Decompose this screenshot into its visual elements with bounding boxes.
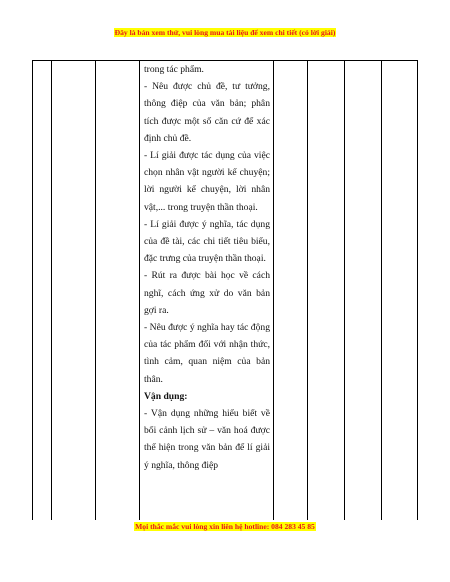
requirement-text: - Rút ra được bài học về cách nghĩ, cách ứng xử do văn bản gợi ra. xyxy=(144,270,270,316)
table-column-divider xyxy=(381,60,382,520)
requirement-text: - Lí giải được ý nghĩa, tác dụng của đề tài, các chi tiết tiêu biểu, đặc trưng của truyện thần thoại. xyxy=(144,218,270,265)
table-column-divider xyxy=(51,60,52,520)
requirement-text: trong tác phẩm. xyxy=(144,64,204,75)
requirement-text: - Nêu được ý nghĩa hay tác động của tác phẩm đối với nhận thức, tình cảm, quan niệm của bản thân. xyxy=(144,322,270,385)
table-column-divider xyxy=(95,60,96,520)
requirement-text: - Nêu được chủ đề, tư tưởng, thông điệp của văn bản; phân tích được một số căn cứ để xác định chủ đề. xyxy=(144,81,270,144)
requirements-cell xyxy=(144,61,270,474)
requirement-text: - Lí giải được tác dụng của việc chọn nhân vật người kể chuyện; lời người kể chuyện, lời nhân vật,... trong truyện thần thoại. xyxy=(144,150,270,213)
preview-notice-text: Đây là bản xem thử, vui lòng mua tài liệu để xem chi tiết (có lời giải) xyxy=(114,28,336,37)
hotline-text: Mọi thắc mắc vui lòng xin liên hệ hotline: 084 283 45 85 xyxy=(135,522,315,531)
table-column-divider xyxy=(139,60,140,520)
table-column-divider xyxy=(344,60,345,520)
table-column-divider xyxy=(417,60,418,520)
table-column-divider xyxy=(307,60,308,520)
hotline-banner xyxy=(0,522,450,531)
section-heading: Vận dụng: xyxy=(144,390,188,402)
requirement-text: - Vận dụng những hiểu biết về bối cảnh lịch sử – văn hoá được thể hiện trong văn bản để lí giải ý nghĩa, thông điệp xyxy=(144,408,270,471)
preview-notice-banner xyxy=(0,28,450,37)
table-column-divider xyxy=(273,60,274,520)
